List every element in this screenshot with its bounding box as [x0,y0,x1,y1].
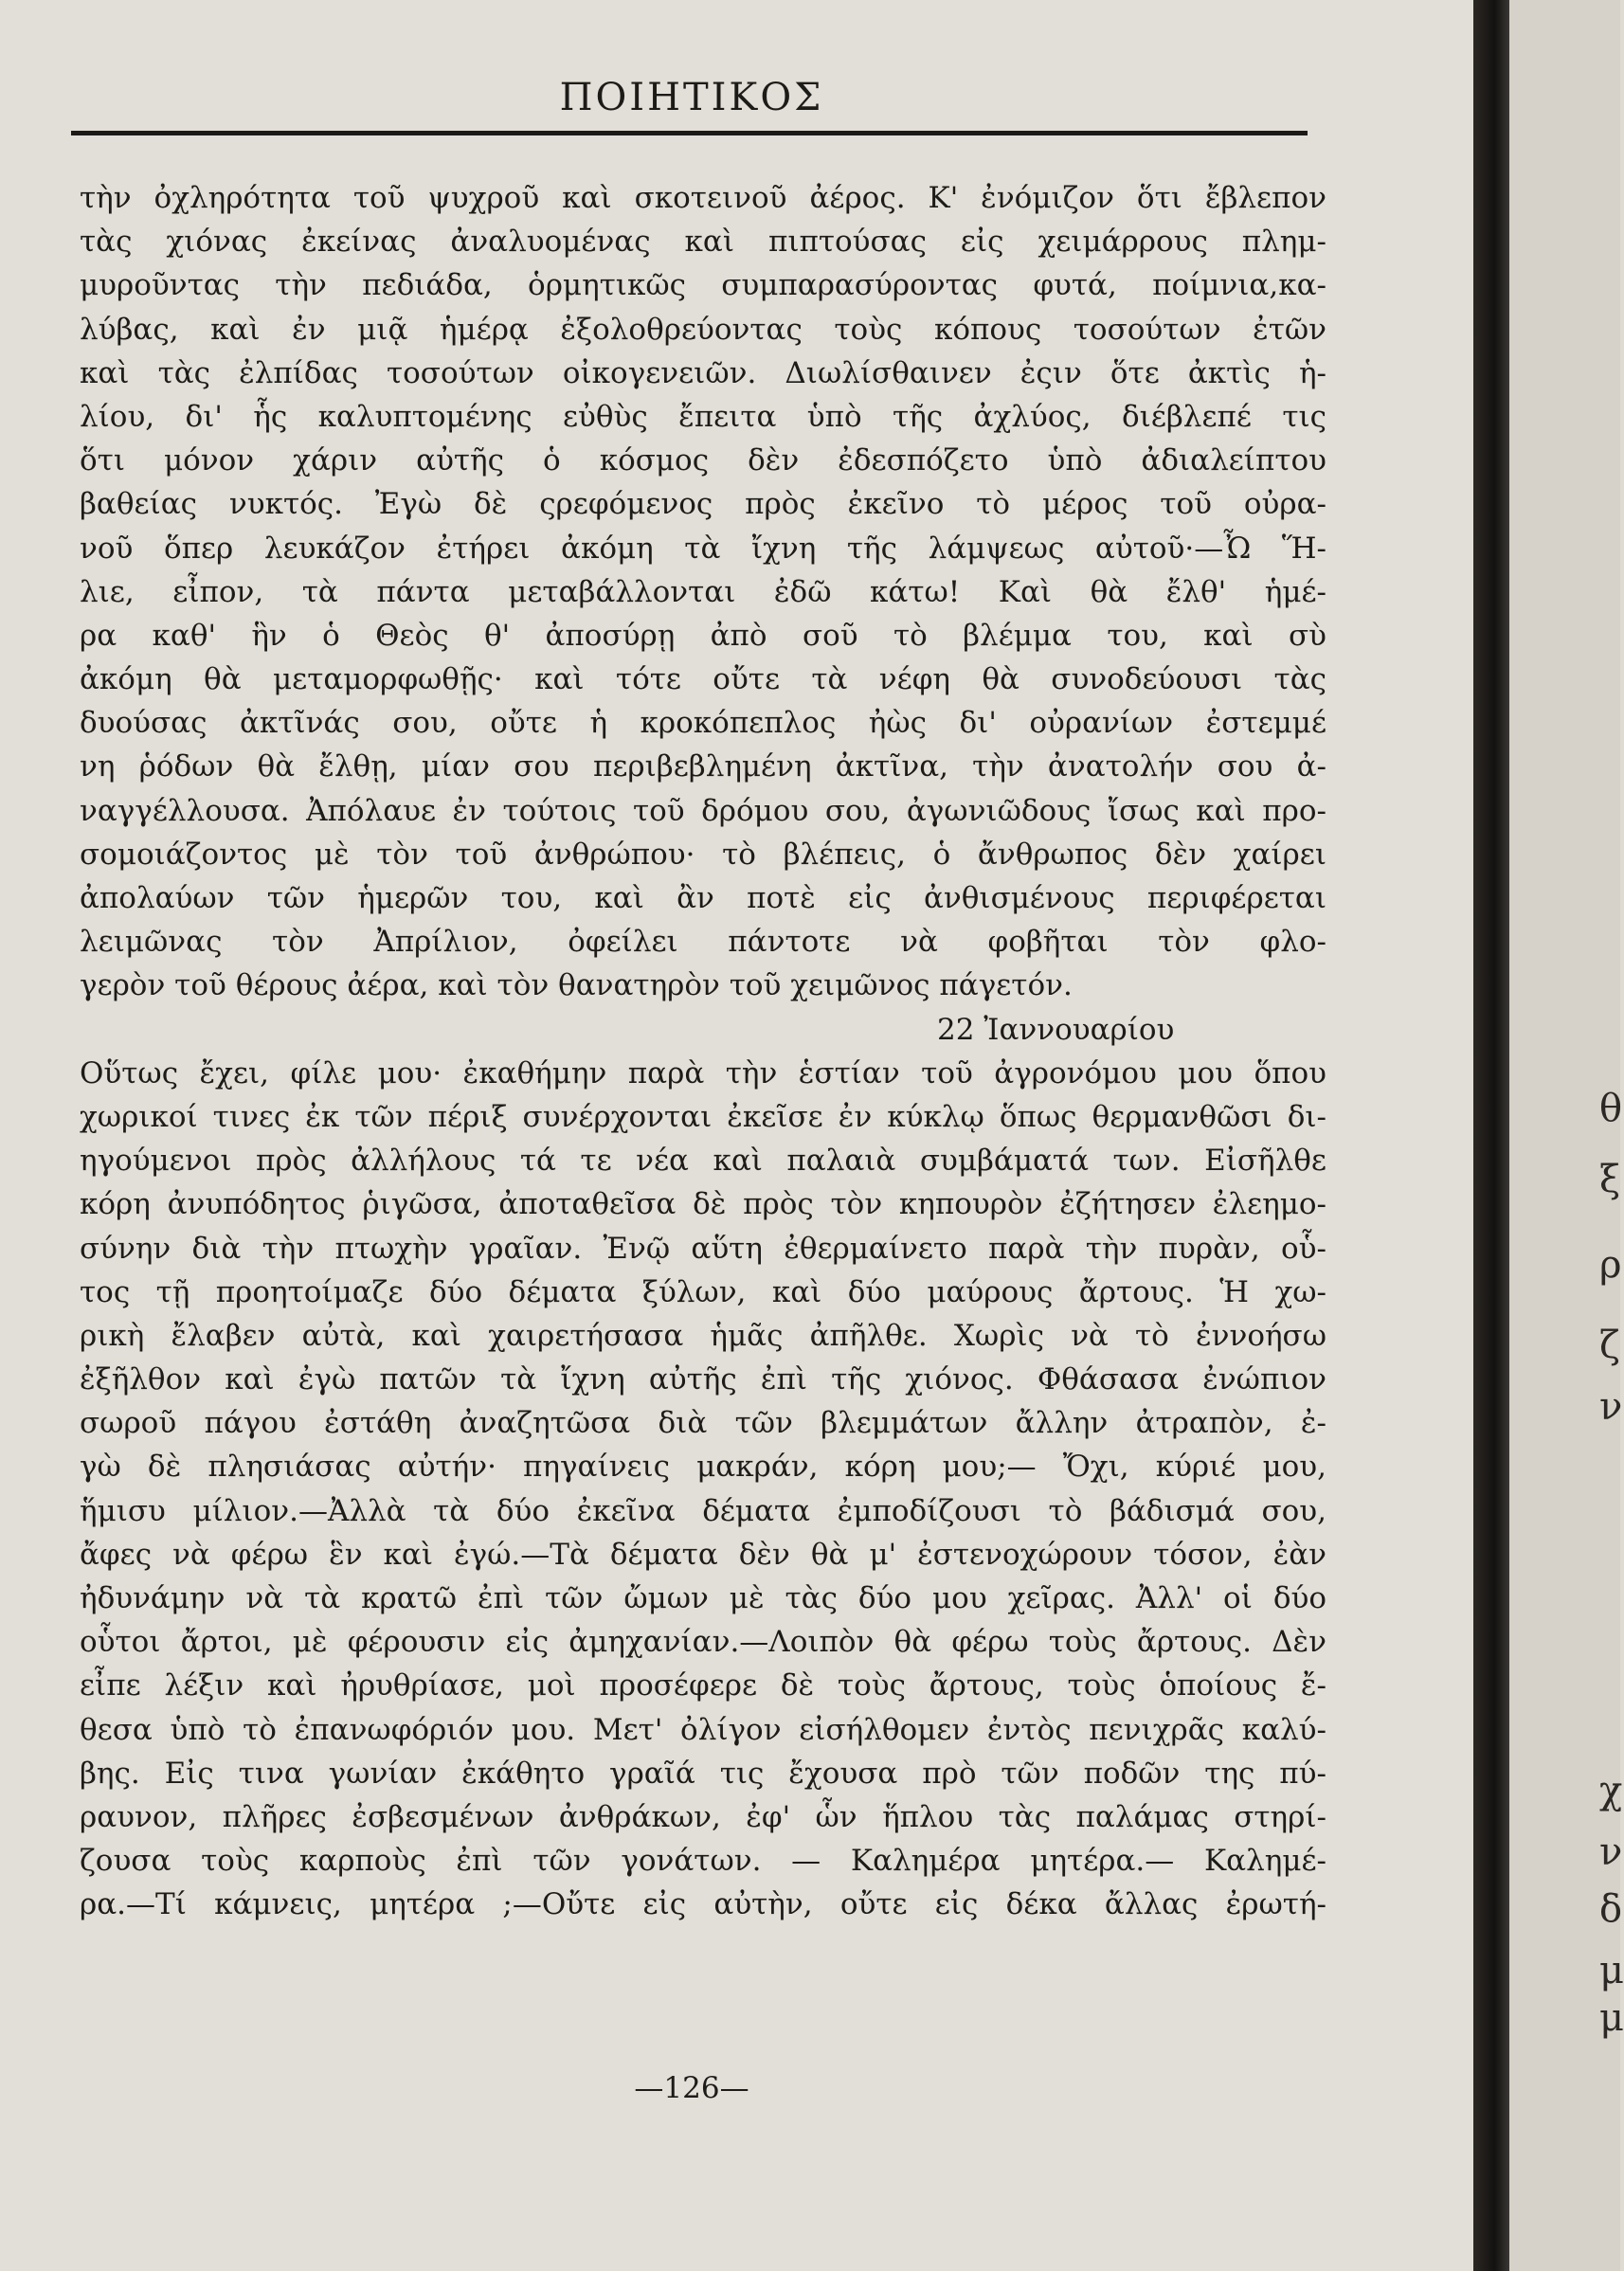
running-header: ΠΟΙΗΤΙΚΟΣ [559,76,824,119]
text-line: λειμῶνας τὸν Ἀπρίλιον, ὀφείλει πάντοτε νὰ φοβῆται τὸν φλο- [80,925,1326,960]
text-line: καὶ τὰς ἐλπίδας τοσούτων οἰκογενειῶν. Διωλίσθαινεν ἐςιν ὅτε ἀκτὶς ἡ- [80,355,1326,390]
text-line: γὼ δὲ πλησιάσας αὐτήν· πηγαίνεις μακράν, κόρη μου;— Ὄχι, κύριέ μου, [80,1450,1326,1485]
text-line: δυούσας ἀκτῖνάς σου, οὔτε ἡ κροκόπεπλος ἠὼς δι' οὐρανίων ἐστεμμέ [80,706,1326,741]
text-line: κόρη ἀνυπόδητος ῥιγῶσα, ἀποταθεῖσα δὲ πρὸς τὸν κηπουρὸν ἐζήτησεν ἐλεημο- [80,1187,1326,1222]
text-line: νη ῥόδων θὰ ἔλθῃ, μίαν σου περιβεβλημένη ἀκτῖνα, τὴν ἀνατολήν σου ἀ- [80,749,1326,784]
text-line: τὴν ὀχληρότητα τοῦ ψυχροῦ καὶ σκοτεινοῦ ἀέρος. Κ' ἐνόμιζον ὅτι ἔβλεπον [80,181,1326,215]
text-line: Οὕτως ἔχει, φίλε μου· ἐκαθήμην παρὰ τὴν ἑστίαν τοῦ ἀγρονόμου μου ὅπου [80,1055,1326,1090]
text-line: ἥμισυ μίλιον.—Ἀλλὰ τὰ δύο ἐκεῖνα δέματα ἐμποδίζουσι τὸ βάδισμά σου, [80,1493,1326,1528]
text-line: σομοιάζοντος μὲ τὸν τοῦ ἀνθρώπου· τὸ βλέπεις, ὁ ἄνθρωπος δὲν χαίρει [80,837,1326,872]
text-line: ζουσα τοὺς καρποὺς ἐπὶ τῶν γονάτων. — Καλημέρα μητέρα.— Καλημέ- [80,1844,1326,1879]
text-line: μυροῦντας τὴν πεδιάδα, ὁρμητικῶς συμπαρασύροντας φυτά, ποίμνια,κα- [80,268,1326,303]
text-line: ναγγέλλουσα. Ἀπόλαυε ἐν τούτοις τοῦ δρόμου σου, ἀγωνιῶδους ἴσως καὶ προ- [80,793,1326,828]
text-line: λιε, εἶπον, τὰ πάντα μεταβάλλονται ἐδῶ κάτω! Καὶ θὰ ἔλθ' ἡμέ- [80,574,1326,609]
edge-letter: μ [1599,1949,1624,1992]
text-line: θεσα ὑπὸ τὸ ἐπανωφόριόν μου. Μετ' ὀλίγον εἰσήλθομεν ἐντὸς πενιχρᾶς καλύ- [80,1712,1326,1747]
text-line: ρικὴ ἔλαβεν αὐτὰ, καὶ χαιρετήσασα ἡμᾶς ἀπῆλθε. Χωρὶς νὰ τὸ ἐννοήσω [80,1318,1326,1353]
text-line: ἐξῆλθον καὶ ἐγὼ πατῶν τὰ ἴχνη αὐτῆς ἐπὶ τῆς χιόνος. Φθάσασα ἐνώπιον [80,1362,1326,1397]
text-line: ἀπολαύων τῶν ἡμερῶν του, καὶ ἂν ποτὲ εἰς ἀνθισμένους περιφέρεται [80,881,1326,915]
text-line: σύνην διὰ τὴν πτωχὴν γραῖαν. Ἐνῷ αὕτη ἐθερμαίνετο παρὰ τὴν πυρὰν, οὗ- [80,1231,1326,1266]
edge-letter: ζ [1599,1324,1620,1367]
text-line: ηγούμενοι πρὸς ἀλλήλους τά τε νέα καὶ παλαιὰ συμβάματά των. Εἰσῆλθε [80,1144,1326,1179]
text-line: χωρικοί τινες ἐκ τῶν πέριξ συνέρχονται ἐκεῖσε ἐν κύκλῳ ὅπως θερμανθῶσι δι- [80,1099,1326,1134]
text-line: εἶπε λέξιν καὶ ἠρυθρίασε, μοὶ προσέφερε δὲ τοὺς ἄρτους, τοὺς ὁποίους ἔ- [80,1668,1326,1703]
body-text [80,176,1326,1927]
text-line: ἄφες νὰ φέρω ἓν καὶ ἐγώ.—Τὰ δέματα δὲν θὰ μ' ἐστενοχώρουν τόσον, ἐὰν [80,1537,1326,1572]
edge-letter: ν [1599,1385,1623,1429]
text-line: ρα καθ' ἣν ὁ Θεὸς θ' ἀποσύρῃ ἀπὸ σοῦ τὸ βλέμμα του, καὶ σὺ [80,618,1326,653]
entry-date: 22 Ἰαννουαρίου [937,1012,1175,1047]
text-line: οὗτοι ἄρτοι, μὲ φέρουσιν εἰς ἀμηχανίαν.—Λοιπὸν θὰ φέρω τοὺς ἄρτους. Δὲν [80,1625,1326,1660]
text-line: ἠδυνάμην νὰ τὰ κρατῶ ἐπὶ τῶν ὤμων μὲ τὰς δύο μου χεῖρας. Ἀλλ' οἱ δύο [80,1581,1326,1615]
text-line: τος τῇ προητοίμαζε δύο δέματα ξύλων, καὶ δύο μαύρους ἄρτους. Ἡ χω- [80,1274,1326,1309]
text-line: ρα.—Τί κάμνεις, μητέρα ;—Οὔτε εἰς αὐτὴν, οὔτε εἰς δέκα ἄλλας ἐρωτή- [80,1887,1326,1922]
page-number: —126— [634,2071,749,2105]
text-line: βης. Εἰς τινα γωνίαν ἐκάθητο γραῖά τις ἔχουσα πρὸ τῶν ποδῶν της πύ- [80,1756,1326,1791]
edge-letter: θ [1599,1087,1623,1130]
text-line: ὅτι μόνον χάριν αὐτῆς ὁ κόσμος δὲν ἐδεσπόζετο ὑπὸ ἀδιαλείπτου [80,443,1326,478]
text-line: σωροῦ πάγου ἐστάθη ἀναζητῶσα διὰ τῶν βλεμμάτων ἄλλην ἀτραπὸν, ἐ- [80,1406,1326,1441]
book-gutter [1473,0,1509,2271]
edge-letter: ν [1599,1830,1623,1874]
edge-letter: ρ [1599,1243,1622,1287]
text-line: ἀκόμη θὰ μεταμορφωθῇς· καὶ τότε οὔτε τὰ νέφη θὰ συνοδεύουσι τὰς [80,662,1326,697]
text-line: γερὸν τοῦ θέρους ἀέρα, καὶ τὸν θανατηρὸν τοῦ χειμῶνος πάγετόν. [80,968,1073,1003]
adjacent-page-edge [1509,0,1624,2271]
text-line: τὰς χιόνας ἐκείνας ἀναλυομένας καὶ πιπτούσας εἰς χειμάρρους πλημ- [80,225,1326,260]
text-line: ραυνον, πλῆρες ἐσβεσμένων ἀνθράκων, ἐφ' ὧν ἥπλου τὰς παλάμας στηρί- [80,1799,1326,1834]
edge-letter: χ [1599,1769,1623,1812]
header-rule [71,131,1308,135]
edge-letter: μ [1599,1996,1624,2040]
edge-letter: ξ [1599,1158,1621,1201]
edge-letter: δ [1599,1887,1623,1931]
text-line: λύβας, καὶ ἐν μιᾷ ἡμέρᾳ ἐξολοθρεύοντας τοὺς κόπους τοσούτων ἐτῶν [80,312,1326,347]
text-line: βαθείας νυκτός. Ἐγὼ δὲ ςρεφόμενος πρὸς ἐκεῖνο τὸ μέρος τοῦ οὐρα- [80,487,1326,522]
text-line: λίου, δι' ἧς καλυπτομένης εὐθὺς ἔπειτα ὑπὸ τῆς ἀχλύος, διέβλεπέ τις [80,399,1326,434]
text-line: νοῦ ὅπερ λευκάζον ἐτήρει ἀκόμη τὰ ἴχνη τῆς λάμψεως αὐτοῦ·—Ὦ Ἥ- [80,531,1326,566]
